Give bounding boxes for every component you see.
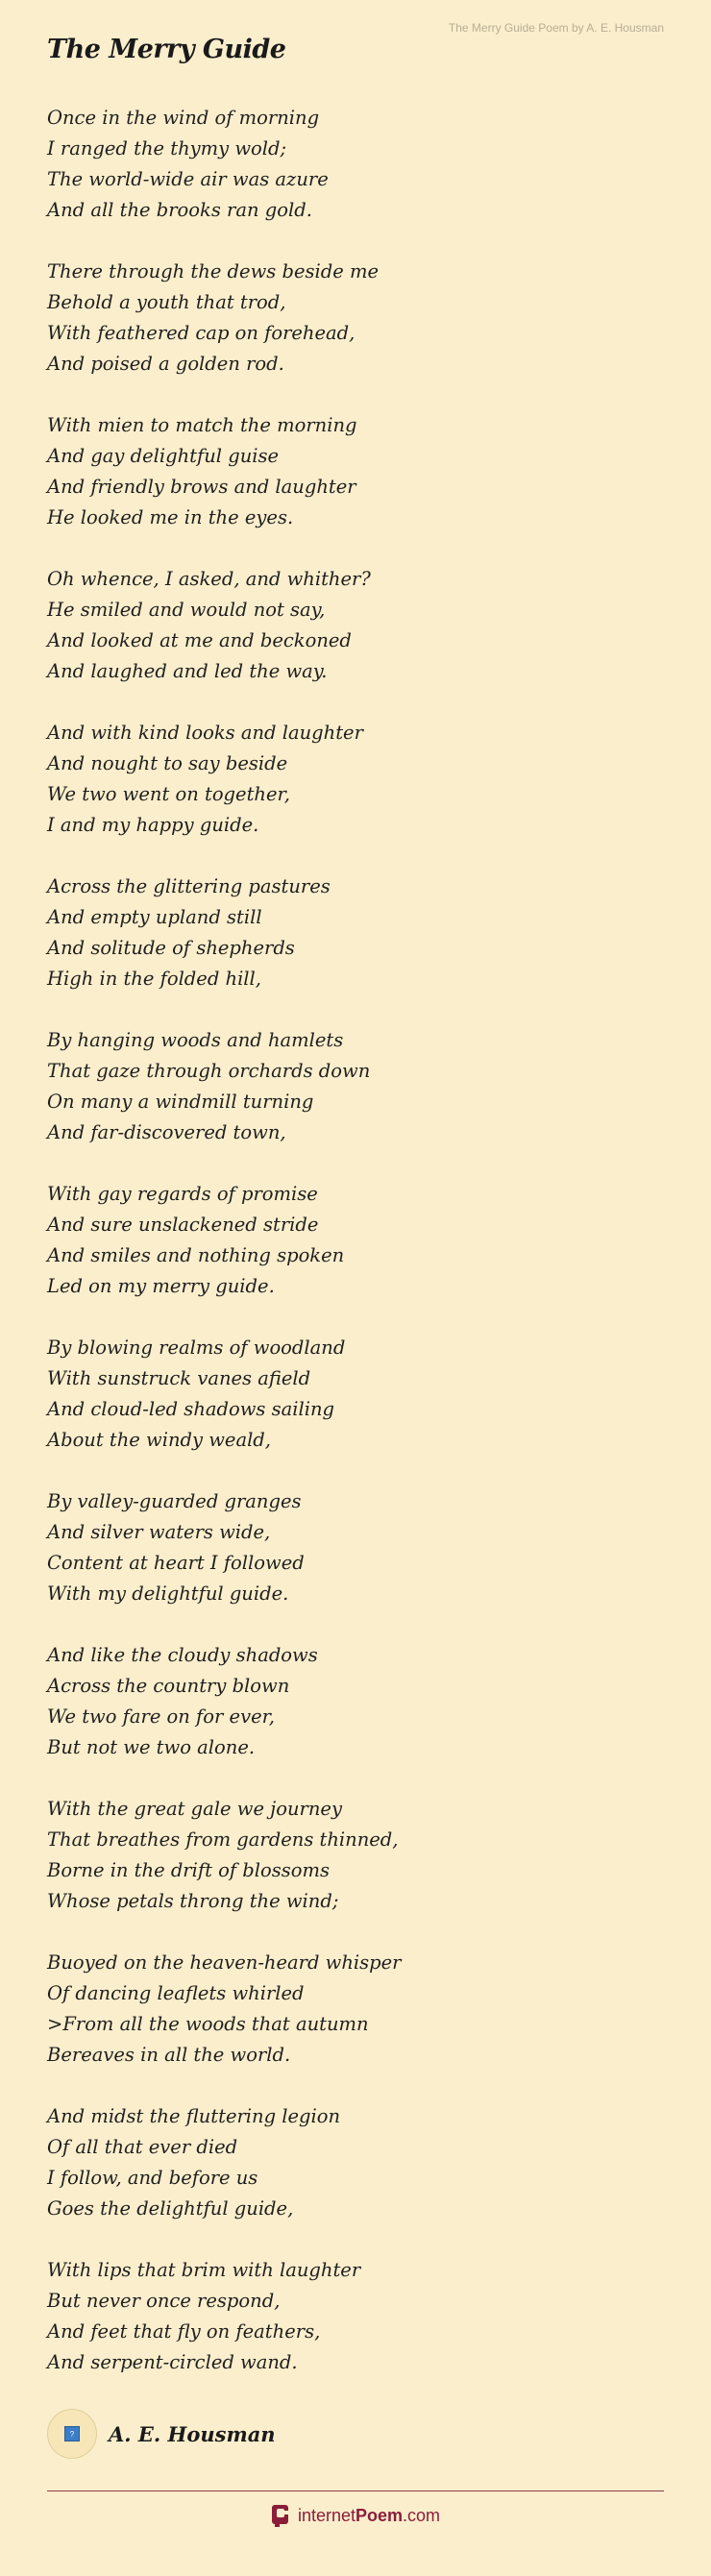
poem-stanza xyxy=(47,257,662,380)
poem-line: Oh whence, I asked, and whither? xyxy=(47,568,371,590)
poem-stanza xyxy=(47,718,662,841)
poem-line: Once in the wind of morning xyxy=(47,107,320,129)
poem-stanza xyxy=(47,103,662,226)
poem-line: I ranged the thymy wold; xyxy=(47,137,287,159)
poem-stanza xyxy=(47,1179,662,1302)
poem-line: And cloud-led shadows sailing xyxy=(47,1398,335,1420)
poem-line: And poised a golden rod. xyxy=(47,353,284,375)
poem-line: By hanging woods and hamlets xyxy=(47,1029,344,1051)
logo-text-poem: Poem xyxy=(356,2505,404,2525)
poem-body xyxy=(47,103,662,2409)
poem-line: High in the folded hill, xyxy=(47,968,261,990)
poem-stanza xyxy=(47,564,662,687)
logo-text-com: .com xyxy=(403,2505,441,2525)
poem-line: Borne in the drift of blossoms xyxy=(47,1859,330,1881)
author-name-link[interactable]: A. E. Housman xyxy=(109,2421,276,2446)
poem-line: With sunstruck vanes afield xyxy=(47,1367,311,1389)
poem-line: On many a windmill turning xyxy=(47,1091,314,1113)
poem-line: And looked at me and beckoned xyxy=(47,629,352,651)
poem-stanza xyxy=(47,2255,662,2378)
poem-line: With my delightful guide. xyxy=(47,1582,289,1605)
poem-line: With the great gale we journey xyxy=(47,1798,342,1820)
site-logo-link[interactable] xyxy=(0,2500,711,2531)
poem-line: We two went on together, xyxy=(47,783,290,805)
poem-line: And all the brooks ran gold. xyxy=(47,199,312,221)
poem-line: Of dancing leaflets whirled xyxy=(47,1982,305,2004)
poem-line: Content at heart I followed xyxy=(47,1552,305,1574)
poem-line: And with kind looks and laughter xyxy=(47,722,363,744)
poem-line: And empty upland still xyxy=(47,906,262,928)
poem-line: Led on my merry guide. xyxy=(47,1275,275,1297)
poem-line: Behold a youth that trod, xyxy=(47,291,286,313)
poem-line: Whose petals throng the wind; xyxy=(47,1890,339,1912)
poem-title: The Merry Guide xyxy=(47,35,286,64)
footer-divider xyxy=(47,2490,664,2491)
poem-stanza xyxy=(47,1640,662,1763)
poem-line: But never once respond, xyxy=(47,2290,281,2312)
poem-line: We two fare on for ever, xyxy=(47,1705,276,1728)
poem-stanza xyxy=(47,2101,662,2224)
poem-line: I follow, and before us xyxy=(47,2167,258,2189)
poem-line: That gaze through orchards down xyxy=(47,1060,371,1082)
poem-line: About the windy weald, xyxy=(47,1429,271,1451)
author-row[interactable] xyxy=(47,2407,276,2461)
poem-line: The world-wide air was azure xyxy=(47,168,329,190)
author-avatar[interactable] xyxy=(47,2409,97,2459)
poem-line: By blowing realms of woodland xyxy=(47,1337,346,1359)
poem-stanza xyxy=(47,1948,662,2071)
poem-line: Of all that ever died xyxy=(47,2136,238,2158)
poem-line: And sure unslackened stride xyxy=(47,1214,319,1236)
poem-line: By valley-guarded granges xyxy=(47,1490,302,1512)
poem-line: But not we two alone. xyxy=(47,1736,256,1758)
poem-line: With feathered cap on forehead, xyxy=(47,322,356,344)
poem-line: And nought to say beside xyxy=(47,752,288,774)
poem-line: And smiles and nothing spoken xyxy=(47,1244,345,1266)
page-credit: The Merry Guide Poem by A. E. Housman xyxy=(448,21,664,35)
poem-line: And solitude of shepherds xyxy=(47,937,295,959)
poem-line: Bereaves in all the world. xyxy=(47,2044,291,2066)
poem-line: And serpent-circled wand. xyxy=(47,2351,298,2373)
poem-line: And feet that fly on feathers, xyxy=(47,2320,321,2343)
poem-line: And silver waters wide, xyxy=(47,1521,271,1543)
poem-stanza xyxy=(47,1794,662,1917)
poem-line: Buoyed on the heaven-heard whisper xyxy=(47,1951,402,1974)
poem-line: And gay delightful guise xyxy=(47,445,280,467)
poem-line: With mien to match the morning xyxy=(47,414,357,436)
poem-line: I and my happy guide. xyxy=(47,814,259,836)
poem-line: And laughed and led the way. xyxy=(47,660,328,682)
poem-line: He looked me in the eyes. xyxy=(47,506,294,528)
broken-image-icon: ? xyxy=(64,2426,80,2441)
poem-stanza xyxy=(47,1486,662,1609)
poem-line: He smiled and would not say, xyxy=(47,599,326,621)
poem-stanza xyxy=(47,1333,662,1456)
poem-stanza xyxy=(47,871,662,994)
poem-line: There through the dews beside me xyxy=(47,260,379,282)
poem-line: And far-discovered town, xyxy=(47,1121,286,1143)
poem-line: With lips that brim with laughter xyxy=(47,2259,361,2281)
poem-stanza xyxy=(47,410,662,533)
poem-line: >From all the woods that autumn xyxy=(47,2013,369,2035)
poem-line: And friendly brows and laughter xyxy=(47,476,356,498)
poem-line: Goes the delightful guide, xyxy=(47,2197,294,2220)
internetpoem-logo-icon xyxy=(271,2503,294,2528)
poem-line: And like the cloudy shadows xyxy=(47,1644,318,1666)
poem-line: And midst the fluttering legion xyxy=(47,2105,341,2127)
poem-line: Across the glittering pastures xyxy=(47,875,331,897)
poem-line: That breathes from gardens thinned, xyxy=(47,1828,399,1851)
poem-line: Across the country blown xyxy=(47,1675,290,1697)
poem-line: With gay regards of promise xyxy=(47,1183,318,1205)
logo-text-internet: internet xyxy=(297,2505,356,2525)
poem-stanza xyxy=(47,1025,662,1148)
